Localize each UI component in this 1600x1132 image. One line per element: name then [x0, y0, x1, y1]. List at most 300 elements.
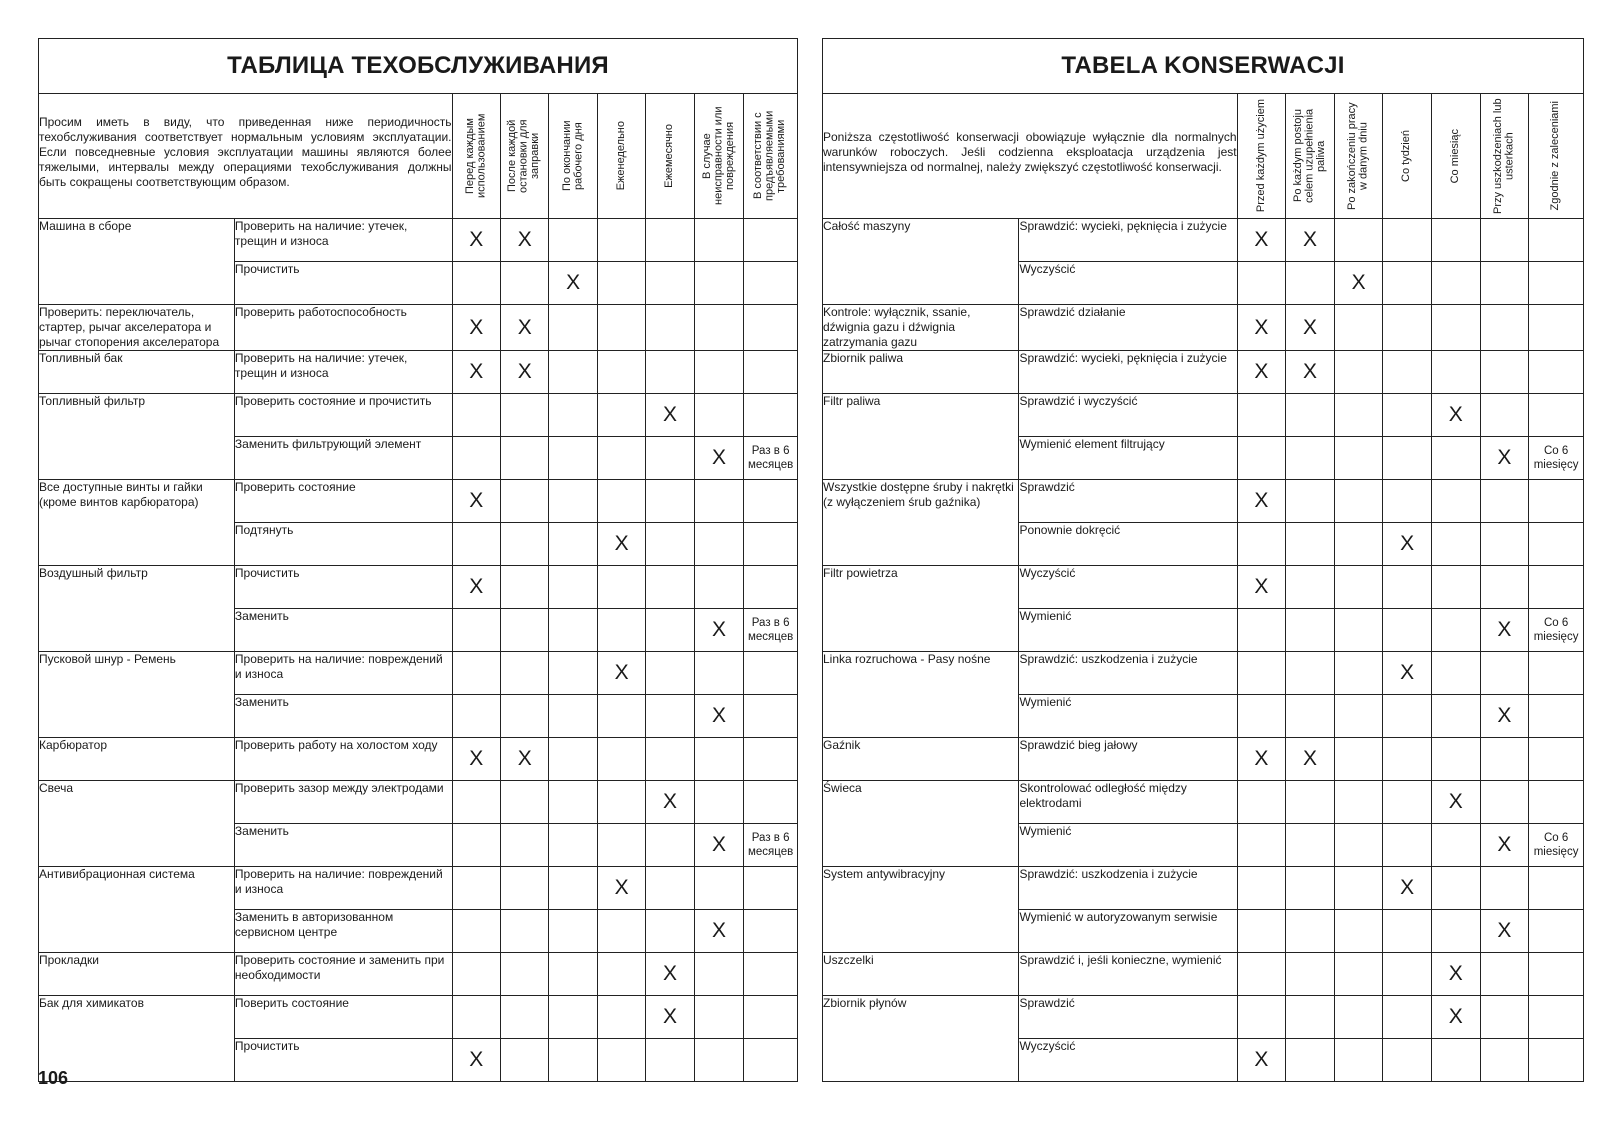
frequency-mark [694, 996, 743, 1039]
frequency-mark [744, 1039, 798, 1082]
frequency-mark [1286, 910, 1335, 953]
frequency-mark [694, 1039, 743, 1082]
column-header: В случае неисправности или повреждения [694, 94, 743, 219]
frequency-mark [744, 219, 798, 262]
frequency-mark: X [1480, 609, 1529, 652]
frequency-mark [744, 394, 798, 437]
frequency-mark [500, 996, 548, 1039]
frequency-mark [1529, 1039, 1584, 1082]
element-cell: Linka rozruchowa - Pasy nośne [823, 652, 1019, 738]
element-cell: System antywibracyjny [823, 867, 1019, 953]
operation-cell: Wymienić [1019, 609, 1237, 652]
frequency-mark [1383, 738, 1432, 781]
table-row [823, 738, 1584, 781]
frequency-mark [1529, 910, 1584, 953]
frequency-mark [1431, 351, 1480, 394]
frequency-mark: X [597, 867, 645, 910]
frequency-mark [744, 953, 798, 996]
frequency-mark [1431, 262, 1480, 305]
frequency-mark [1480, 652, 1529, 695]
frequency-mark [1334, 480, 1383, 523]
table-title: ТАБЛИЦА ТЕХОБСЛУЖИВАНИЯ [38, 38, 798, 93]
column-header: Przy uszkodzeniach lub usterkach [1480, 94, 1529, 219]
column-header: Przed każdym użyciem [1237, 94, 1286, 219]
frequency-mark: X [1286, 219, 1335, 262]
frequency-mark [646, 351, 694, 394]
interval-note: Co 6 miesięcy [1529, 437, 1584, 480]
frequency-mark [549, 910, 597, 953]
frequency-mark [646, 910, 694, 953]
frequency-mark [500, 695, 548, 738]
frequency-mark [1431, 305, 1480, 351]
frequency-mark: X [694, 609, 743, 652]
frequency-mark [646, 523, 694, 566]
frequency-mark: X [549, 262, 597, 305]
frequency-mark [452, 910, 500, 953]
element-cell: Все доступные винты и гайки (кроме винтов карбюратора) [39, 480, 235, 566]
frequency-mark [597, 1039, 645, 1082]
element-cell: Топливный бак [39, 351, 235, 394]
element-cell: Пусковой шнур - Ремень [39, 652, 235, 738]
frequency-mark: X [1237, 305, 1286, 351]
table-row [39, 781, 798, 824]
element-cell: Свеча [39, 781, 235, 867]
frequency-mark [1334, 609, 1383, 652]
column-header: Еженедельно [597, 94, 645, 219]
frequency-mark: X [1383, 867, 1432, 910]
frequency-mark [1383, 219, 1432, 262]
operation-cell: Проверить на наличие: утечек, трещин и износа [234, 351, 452, 394]
maintenance-table-pl [822, 38, 1584, 1082]
table-row [39, 652, 798, 695]
frequency-mark [597, 437, 645, 480]
frequency-mark [1480, 305, 1529, 351]
frequency-mark: X [1237, 566, 1286, 609]
frequency-mark [1383, 609, 1432, 652]
frequency-mark [1334, 566, 1383, 609]
frequency-mark: X [452, 738, 500, 781]
page-number: 106 [38, 1068, 69, 1088]
operation-cell: Заменить фильтрующий элемент [234, 437, 452, 480]
frequency-mark: X [1480, 910, 1529, 953]
frequency-mark [744, 695, 798, 738]
frequency-mark [1480, 867, 1529, 910]
frequency-mark: X [694, 824, 743, 867]
operation-cell: Sprawdzić działanie [1019, 305, 1237, 351]
frequency-mark [744, 351, 798, 394]
frequency-mark [597, 480, 645, 523]
operation-cell: Прочистить [234, 262, 452, 305]
operation-cell: Sprawdzić: wycieki, pęknięcia i zużycie [1019, 351, 1237, 394]
frequency-mark [744, 910, 798, 953]
operation-cell: Проверить на наличие: повреждений и износа [234, 867, 452, 910]
operation-cell: Проверить зазор между электродами [234, 781, 452, 824]
operation-cell: Sprawdzić i, jeśli konieczne, wymienić [1019, 953, 1237, 996]
operation-cell: Sprawdzić [1019, 480, 1237, 523]
frequency-mark [1237, 824, 1286, 867]
table-row [823, 996, 1584, 1039]
frequency-mark [1431, 219, 1480, 262]
table-row [39, 480, 798, 523]
column-header: Ежемесячно [646, 94, 694, 219]
frequency-mark [1431, 910, 1480, 953]
frequency-mark [1480, 262, 1529, 305]
frequency-mark [500, 867, 548, 910]
frequency-mark: X [1383, 652, 1432, 695]
frequency-mark: X [694, 910, 743, 953]
frequency-mark [694, 566, 743, 609]
frequency-mark [1529, 996, 1584, 1039]
frequency-mark: X [500, 351, 548, 394]
frequency-mark: X [1480, 824, 1529, 867]
element-cell: Wszystkie dostępne śruby i nakrętki (z wyłączeniem śrub gaźnika) [823, 480, 1019, 566]
frequency-mark [597, 305, 645, 351]
frequency-mark [452, 523, 500, 566]
frequency-mark [500, 262, 548, 305]
operation-cell: Подтянуть [234, 523, 452, 566]
frequency-mark [1237, 437, 1286, 480]
frequency-mark [549, 738, 597, 781]
frequency-mark [1480, 781, 1529, 824]
frequency-mark [549, 867, 597, 910]
frequency-mark [1383, 996, 1432, 1039]
operation-cell: Wyczyścić [1019, 262, 1237, 305]
frequency-mark [1383, 910, 1432, 953]
frequency-mark: X [597, 652, 645, 695]
frequency-mark [1480, 996, 1529, 1039]
table-row [39, 996, 798, 1039]
frequency-mark [1480, 1039, 1529, 1082]
frequency-mark: X [1431, 996, 1480, 1039]
operation-cell: Skontrolować odległość między elektrodami [1019, 781, 1237, 824]
frequency-mark [1480, 523, 1529, 566]
frequency-mark [646, 305, 694, 351]
frequency-mark [1480, 219, 1529, 262]
table-body [823, 219, 1584, 1082]
frequency-mark: X [1431, 394, 1480, 437]
operation-cell: Проверить состояние и заменить при необходимости [234, 953, 452, 996]
frequency-mark [1431, 824, 1480, 867]
maintenance-grid [38, 93, 798, 1082]
frequency-mark [1237, 262, 1286, 305]
table-row [823, 351, 1584, 394]
frequency-mark [1529, 394, 1584, 437]
frequency-mark: X [1237, 738, 1286, 781]
frequency-mark [500, 523, 548, 566]
frequency-mark [646, 867, 694, 910]
frequency-mark [646, 609, 694, 652]
column-header: В соответствии с предъявляемыми требованиями [744, 94, 798, 219]
operation-cell: Wymienić w autoryzowanym serwisie [1019, 910, 1237, 953]
frequency-mark [1383, 480, 1432, 523]
frequency-mark [646, 262, 694, 305]
frequency-mark: X [452, 219, 500, 262]
frequency-mark [1286, 262, 1335, 305]
frequency-mark [597, 953, 645, 996]
frequency-mark [1334, 824, 1383, 867]
frequency-mark [549, 953, 597, 996]
element-cell: Бак для химикатов [39, 996, 235, 1082]
frequency-mark: X [597, 523, 645, 566]
frequency-mark [1529, 523, 1584, 566]
table-row [39, 566, 798, 609]
frequency-mark [1286, 480, 1335, 523]
frequency-mark [452, 867, 500, 910]
frequency-mark [452, 262, 500, 305]
table-body [39, 219, 798, 1082]
frequency-mark: X [452, 305, 500, 351]
frequency-mark [744, 738, 798, 781]
frequency-mark [452, 695, 500, 738]
frequency-mark [1237, 652, 1286, 695]
frequency-mark [1286, 1039, 1335, 1082]
frequency-mark [1286, 953, 1335, 996]
frequency-mark [694, 523, 743, 566]
frequency-mark [597, 351, 645, 394]
frequency-mark [744, 652, 798, 695]
frequency-mark [500, 566, 548, 609]
frequency-mark [1334, 652, 1383, 695]
frequency-mark [1237, 695, 1286, 738]
table-title: TABELA KONSERWACJI [822, 38, 1584, 93]
operation-cell: Заменить [234, 609, 452, 652]
column-header: Co miesiąc [1431, 94, 1480, 219]
frequency-mark [500, 480, 548, 523]
frequency-mark [549, 824, 597, 867]
frequency-mark [1237, 996, 1286, 1039]
table-row [823, 219, 1584, 262]
operation-cell: Ponownie dokręcić [1019, 523, 1237, 566]
frequency-mark [694, 738, 743, 781]
frequency-mark [1237, 867, 1286, 910]
interval-note: Co 6 miesięcy [1529, 609, 1584, 652]
frequency-mark [1237, 910, 1286, 953]
operation-cell: Sprawdzić: wycieki, pęknięcia i zużycie [1019, 219, 1237, 262]
frequency-mark [1286, 824, 1335, 867]
operation-cell: Wymienić element filtrujący [1019, 437, 1237, 480]
table-row [39, 351, 798, 394]
frequency-mark: X [1480, 437, 1529, 480]
frequency-mark [646, 219, 694, 262]
element-cell: Świeca [823, 781, 1019, 867]
frequency-mark [694, 652, 743, 695]
frequency-mark [1383, 1039, 1432, 1082]
frequency-mark [694, 305, 743, 351]
interval-note: Раз в 6 месяцев [744, 437, 798, 480]
frequency-mark [744, 781, 798, 824]
operation-cell: Проверить состояние [234, 480, 452, 523]
frequency-mark [549, 437, 597, 480]
frequency-mark [1480, 394, 1529, 437]
frequency-mark [744, 996, 798, 1039]
frequency-mark [1334, 1039, 1383, 1082]
frequency-mark [1431, 566, 1480, 609]
frequency-mark: X [1431, 953, 1480, 996]
frequency-mark [549, 652, 597, 695]
frequency-mark [1431, 867, 1480, 910]
frequency-mark [500, 1039, 548, 1082]
element-cell: Карбюратор [39, 738, 235, 781]
operation-cell: Sprawdzić bieg jałowy [1019, 738, 1237, 781]
frequency-mark [549, 1039, 597, 1082]
frequency-mark [597, 824, 645, 867]
frequency-mark [1529, 867, 1584, 910]
frequency-mark [1383, 781, 1432, 824]
frequency-mark [1286, 781, 1335, 824]
frequency-mark [597, 394, 645, 437]
frequency-mark: X [500, 219, 548, 262]
frequency-mark: X [1286, 305, 1335, 351]
operation-cell: Поверить состояние [234, 996, 452, 1039]
frequency-mark [1529, 781, 1584, 824]
column-header: Co tydzień [1383, 94, 1432, 219]
table-row [823, 953, 1584, 996]
element-cell: Całość maszyny [823, 219, 1019, 305]
table-row [823, 652, 1584, 695]
frequency-mark [597, 910, 645, 953]
frequency-mark: X [1237, 1039, 1286, 1082]
table-row [39, 219, 798, 262]
operation-cell: Sprawdzić: uszkodzenia i zużycie [1019, 867, 1237, 910]
frequency-mark [1237, 953, 1286, 996]
column-header: По окончании рабочего дня [549, 94, 597, 219]
frequency-mark [597, 695, 645, 738]
frequency-mark [500, 824, 548, 867]
column-header: Zgodnie z zaleceniami [1529, 94, 1584, 219]
frequency-mark [694, 953, 743, 996]
frequency-mark [549, 219, 597, 262]
frequency-mark [1286, 867, 1335, 910]
frequency-mark [1529, 953, 1584, 996]
column-header: Po zakończeniu pracy w danym dniu [1334, 94, 1383, 219]
frequency-mark [1383, 566, 1432, 609]
frequency-mark [549, 351, 597, 394]
frequency-mark: X [646, 953, 694, 996]
frequency-mark [1431, 738, 1480, 781]
operation-cell: Проверить работоспособность [234, 305, 452, 351]
operation-cell: Прочистить [234, 1039, 452, 1082]
frequency-mark: X [1237, 219, 1286, 262]
frequency-mark [549, 394, 597, 437]
frequency-mark [744, 262, 798, 305]
frequency-mark [1529, 351, 1584, 394]
table-row [823, 566, 1584, 609]
table-row [39, 738, 798, 781]
frequency-mark [1480, 738, 1529, 781]
frequency-mark [1529, 695, 1584, 738]
frequency-mark [1383, 437, 1432, 480]
frequency-mark [1237, 523, 1286, 566]
frequency-mark: X [646, 996, 694, 1039]
frequency-mark [694, 867, 743, 910]
element-cell: Filtr paliwa [823, 394, 1019, 480]
frequency-mark [1383, 953, 1432, 996]
frequency-mark [549, 305, 597, 351]
frequency-mark [1334, 910, 1383, 953]
frequency-mark [1334, 219, 1383, 262]
frequency-mark [694, 262, 743, 305]
frequency-mark [1286, 394, 1335, 437]
frequency-mark: X [1383, 523, 1432, 566]
frequency-mark [500, 953, 548, 996]
frequency-mark: X [500, 305, 548, 351]
frequency-mark [1431, 609, 1480, 652]
frequency-mark [597, 738, 645, 781]
frequency-mark [1334, 437, 1383, 480]
frequency-mark [1286, 652, 1335, 695]
frequency-mark [1431, 652, 1480, 695]
operation-cell: Wyczyścić [1019, 566, 1237, 609]
frequency-mark [1237, 394, 1286, 437]
frequency-mark [646, 566, 694, 609]
frequency-mark: X [500, 738, 548, 781]
frequency-mark [452, 953, 500, 996]
table-row [823, 394, 1584, 437]
element-cell: Zbiornik płynów [823, 996, 1019, 1082]
operation-cell: Заменить [234, 824, 452, 867]
frequency-mark [744, 523, 798, 566]
frequency-mark [1383, 695, 1432, 738]
frequency-mark [1431, 480, 1480, 523]
frequency-mark [694, 219, 743, 262]
frequency-mark: X [646, 394, 694, 437]
operation-cell: Wyczyścić [1019, 1039, 1237, 1082]
frequency-mark [694, 781, 743, 824]
frequency-mark [452, 652, 500, 695]
frequency-mark [1237, 781, 1286, 824]
frequency-mark [1480, 566, 1529, 609]
operation-cell: Прочистить [234, 566, 452, 609]
table-row [823, 867, 1584, 910]
frequency-mark [1383, 394, 1432, 437]
frequency-mark [1529, 219, 1584, 262]
frequency-mark [1334, 867, 1383, 910]
element-cell: Прокладки [39, 953, 235, 996]
table-row [39, 394, 798, 437]
frequency-mark: X [1334, 262, 1383, 305]
frequency-mark [1237, 609, 1286, 652]
maintenance-grid [822, 93, 1584, 1082]
frequency-mark: X [1237, 351, 1286, 394]
frequency-mark [1480, 480, 1529, 523]
frequency-mark [549, 566, 597, 609]
intro-text: Просим иметь в виду, что приведенная ниже периодичность техобслуживания соответствует нормальным условиям эксплуатации. Если повседневные условия эксплуатации машины являются более тяжелыми, интервалы между операциями техобслуживания должны быть сокращены соответствующим образом. [39, 94, 453, 219]
frequency-mark [694, 394, 743, 437]
operation-cell: Проверить на наличие: повреждений и износа [234, 652, 452, 695]
frequency-mark [549, 609, 597, 652]
frequency-mark [549, 480, 597, 523]
frequency-mark [1529, 566, 1584, 609]
frequency-mark: X [646, 781, 694, 824]
frequency-mark [744, 566, 798, 609]
frequency-mark [1334, 953, 1383, 996]
operation-cell: Заменить [234, 695, 452, 738]
frequency-mark [597, 781, 645, 824]
frequency-mark [597, 219, 645, 262]
table-row [823, 480, 1584, 523]
intro-text: Poniższa częstotliwość konserwacji obowiązuje wyłącznie dla normalnych warunków roboczych. Jeśli codzienna eksploatacja urządzenia jest intensywniejsza od normalnej, należy zwiększyć częstotliwość konserwacji. [823, 94, 1238, 219]
frequency-mark: X [1237, 480, 1286, 523]
frequency-mark [744, 480, 798, 523]
frequency-mark [1334, 394, 1383, 437]
frequency-mark: X [1286, 738, 1335, 781]
frequency-mark [744, 867, 798, 910]
operation-cell: Sprawdzić: uszkodzenia i zużycie [1019, 652, 1237, 695]
frequency-mark [646, 1039, 694, 1082]
frequency-mark [1431, 695, 1480, 738]
element-cell: Kontrole: wyłącznik, ssanie, dźwignia gazu i dźwignia zatrzymania gazu [823, 305, 1019, 351]
frequency-mark [549, 523, 597, 566]
